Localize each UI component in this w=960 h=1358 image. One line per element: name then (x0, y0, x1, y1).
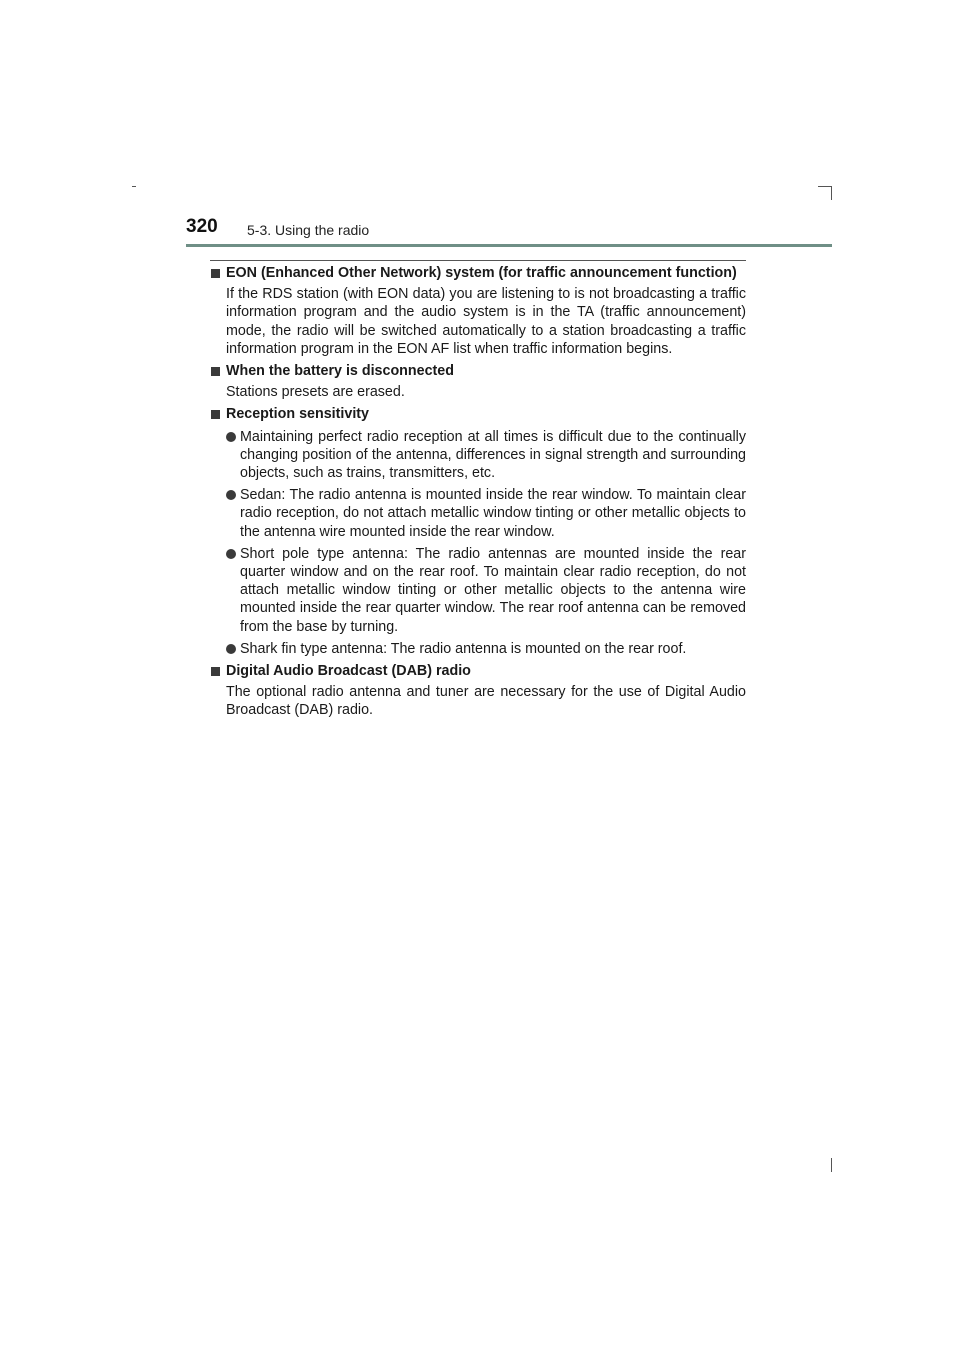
topic-title: Reception sensitivity (226, 406, 370, 423)
square-bullet-icon (211, 367, 220, 376)
square-bullet-icon (211, 269, 220, 278)
topic-dab-radio (210, 662, 746, 720)
crop-mark-top-left (132, 186, 136, 187)
list-item (226, 428, 746, 483)
topic-title: EON (Enhanced Other Network) system (for traffic announcement function) (226, 265, 737, 281)
topic-eon-system (210, 264, 746, 358)
list-item (226, 545, 746, 636)
list-item (226, 640, 746, 658)
topic-battery-disconnected (210, 362, 746, 401)
crop-mark-top-right-vertical (831, 186, 832, 200)
page-content (210, 264, 746, 720)
list-item-text: Sedan: The radio antenna is mounted inside the rear window. To maintain clear radio reception, do not attach metallic window tinting or other metallic objects to the antenna wire mounted inside the rear window. (240, 487, 746, 540)
list-item-text: Maintaining perfect radio reception at all times is difficult due to the continually changing position of the antenna, differences in signal strength and surrounding objects, such as trains, transmitters, etc. (240, 428, 746, 482)
topic-body: The optional radio antenna and tuner are necessary for the use of Digital Audio Broadcast (DAB) radio. (226, 684, 746, 719)
list-item (226, 486, 746, 541)
page-number: 320 (186, 216, 218, 237)
round-bullet-icon (226, 432, 236, 442)
round-bullet-icon (226, 490, 236, 500)
topic-reception-sensitivity (210, 405, 746, 658)
topic-body: If the RDS station (with EON data) you are listening to is not broadcasting a traffic information program and the audio system is in the TA (traffic announcement) mode, the radio will be switched automatically to a station broadcasting a traffic information program in the EON AF list when traffic information begins. (226, 286, 746, 357)
round-bullet-icon (226, 644, 236, 654)
round-bullet-icon (226, 549, 236, 559)
section-title: 5-3. Using the radio (247, 222, 370, 238)
square-bullet-icon (211, 410, 220, 419)
square-bullet-icon (211, 667, 220, 676)
list-item-text: Shark fin type antenna: The radio antenna is mounted on the rear roof. (240, 640, 687, 657)
topic-body: Stations presets are erased. (226, 384, 405, 401)
topic-title: Digital Audio Broadcast (DAB) radio (226, 663, 471, 680)
crop-mark-bottom-right (831, 1158, 832, 1172)
list-item-text: Short pole type antenna: The radio antennas are mounted inside the rear quarter window and on the rear roof. To maintain clear radio reception, do not attach metallic window tinting or other metallic objects to the antenna wire mounted inside the rear quarter window. The rear roof antenna can be removed from the base by turning. (240, 545, 746, 635)
crop-mark-top-right-horizontal (818, 186, 832, 187)
header-rule (186, 244, 832, 247)
topic-title: When the battery is disconnected (226, 363, 454, 380)
content-rule (210, 260, 746, 261)
